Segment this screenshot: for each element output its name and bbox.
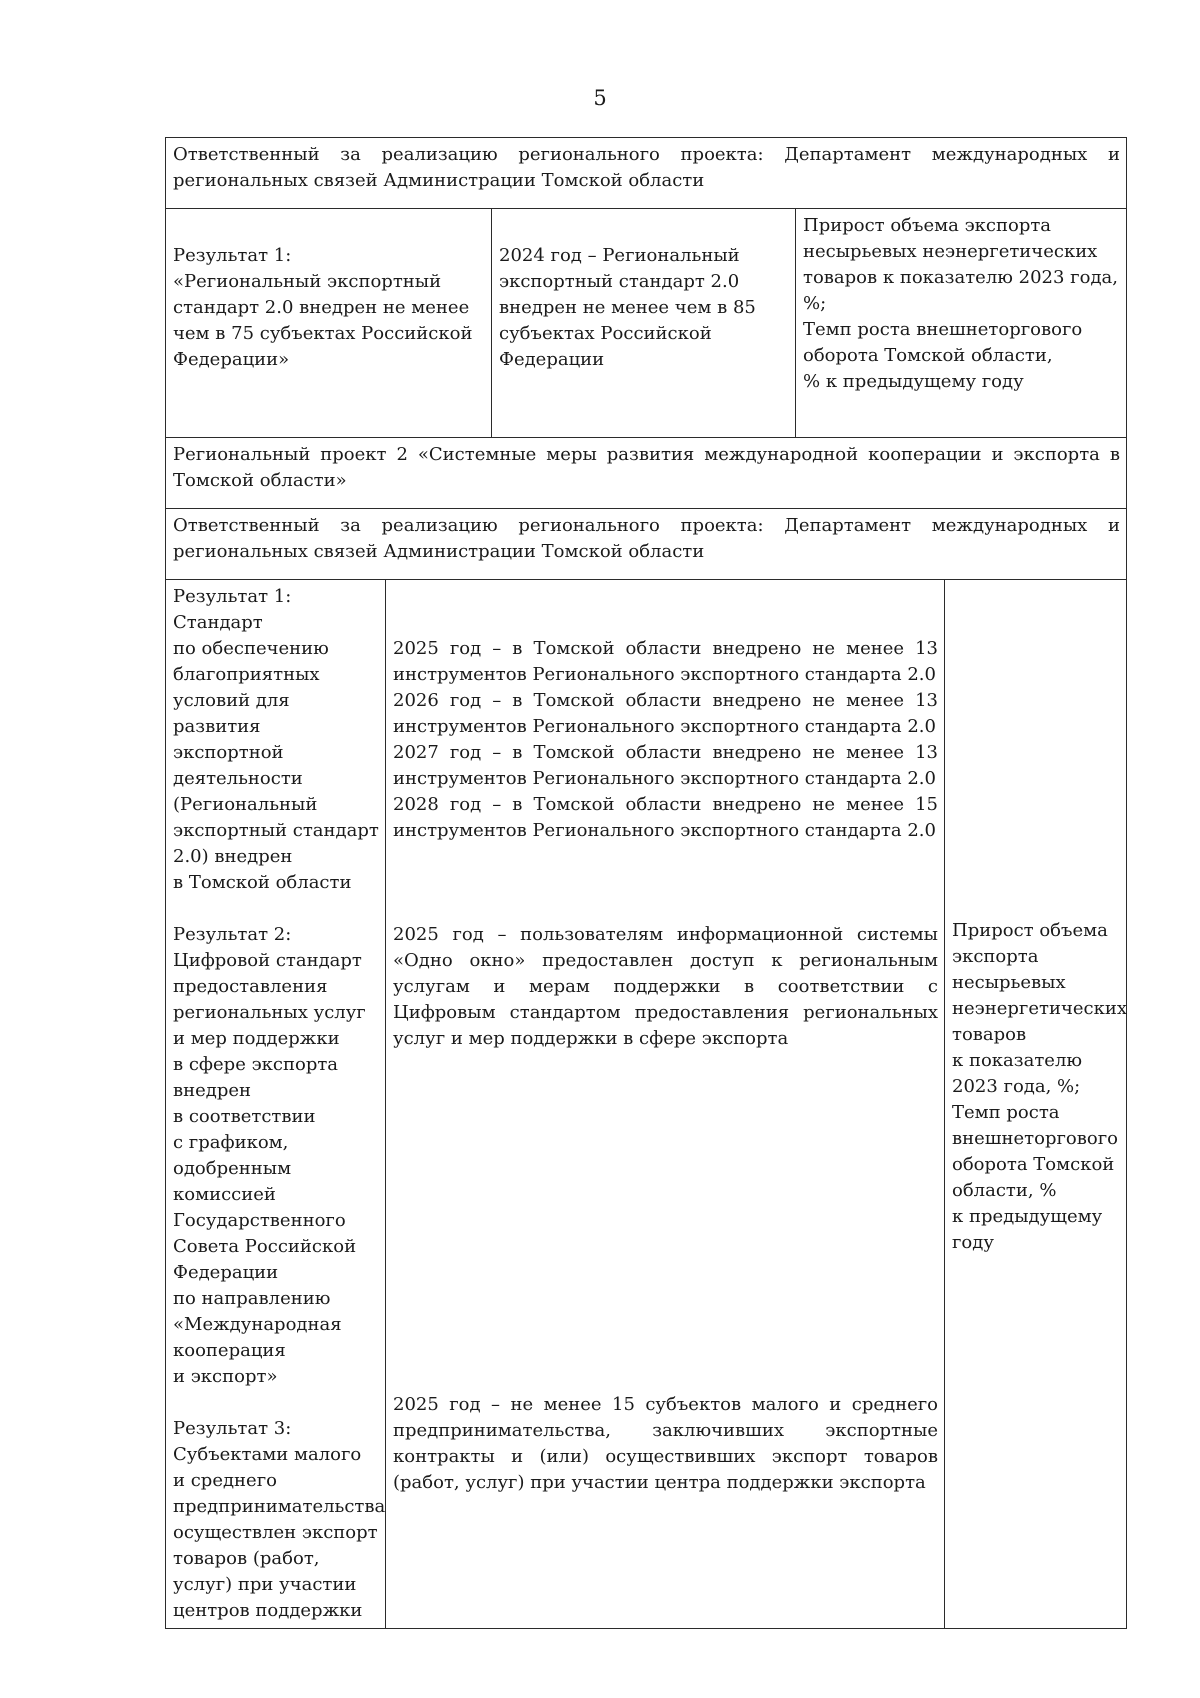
block1-target-text: 2024 год – Региональный экспортный стандарт 2.0 внедрен не менее чем в 85 субъектах Российской Федерации <box>499 245 756 370</box>
regional-projects-table <box>165 137 1127 1629</box>
block1-responsible-row <box>166 138 1127 209</box>
result-1-target-2028: 2028 год – в Томской области внедрено не менее 15 инструментов Регионального экспортного стандарта 2.0 <box>393 794 938 841</box>
block2-responsible-row <box>166 509 1127 580</box>
result-2-target: 2025 год – пользователям информационной системы «Одно окно» предоставлен доступ к региональным услугам и мерам поддержки в соответствии с Цифровым стандартом предоставления региональных услуг и мер поддержки в сфере экспорта <box>393 924 938 1049</box>
block2-indicators-cell <box>945 580 1127 1629</box>
block2-targets-cell <box>386 580 945 1629</box>
block2-project-title-cell: Региональный проект 2 «Системные меры развития международной кооперации и экспорта в Томской области» <box>166 438 1127 509</box>
block1-result-cell <box>166 209 492 438</box>
block2-project-title-row <box>166 438 1127 509</box>
result-3-target: 2025 год – не менее 15 субъектов малого и среднего предпринимательства, заключивших экспортные контракты и (или) осуществивших экспорт товаров (работ, услуг) при участии центра поддержки экспорта <box>393 1394 938 1493</box>
result-1-target-2025: 2025 год – в Томской области внедрено не менее 13 инструментов Регионального экспортного стандарта 2.0 <box>393 638 938 685</box>
result-1-label: Результат 1: Стандарт по обеспечению благоприятных условий для развития экспортной деятельности (Региональный экспортный стандарт 2.0) внедрен в Томской области <box>173 586 379 893</box>
block1-result-row <box>166 209 1127 438</box>
result-1-target-2026: 2026 год – в Томской области внедрено не менее 13 инструментов Регионального экспортного стандарта 2.0 <box>393 690 938 737</box>
block1-indicators-text: Прирост объема экспорта несырьевых неэнергетических товаров к показателю 2023 года, %; Темп роста внешнеторгового оборота Томской области, % к предыдущему году <box>803 215 1118 392</box>
page-number: 5 <box>593 86 607 110</box>
result-2-label: Результат 2: Цифровой стандарт предоставления региональных услуг и мер поддержки в сфере экспорта внедрен в соответствии с графиком, одобренным комиссией Государственного Совета Российской Федерации по направлению «Международная кооперация и экспорт» <box>173 924 366 1387</box>
result-3-label: Результат 3: Субъектами малого и среднего предпринимательства осуществлен экспорт товаров (работ, услуг) при участии центров поддержки <box>173 1418 386 1621</box>
block2-results-cell <box>166 580 386 1629</box>
block2-results-row <box>166 580 1127 1629</box>
block1-indicators-cell <box>796 209 1127 438</box>
block1-result-text: Результат 1: «Региональный экспортный стандарт 2.0 внедрен не менее чем в 75 субъектах Российской Федерации» <box>173 245 473 370</box>
block1-responsible-cell: Ответственный за реализацию регионального проекта: Департамент международных и региональных связей Администрации Томской области <box>166 138 1127 209</box>
result-1-target-2027: 2027 год – в Томской области внедрено не менее 13 инструментов Регионального экспортного стандарта 2.0 <box>393 742 938 789</box>
block2-responsible-cell: Ответственный за реализацию регионального проекта: Департамент международных и региональных связей Администрации Томской области <box>166 509 1127 580</box>
block2-indicators-text: Прирост объема экспорта несырьевых неэнергетических товаров к показателю 2023 года, %; Темп роста внешнеторгового оборота Томской области, % к предыдущему году <box>952 920 1127 1253</box>
block1-target-cell <box>492 209 796 438</box>
